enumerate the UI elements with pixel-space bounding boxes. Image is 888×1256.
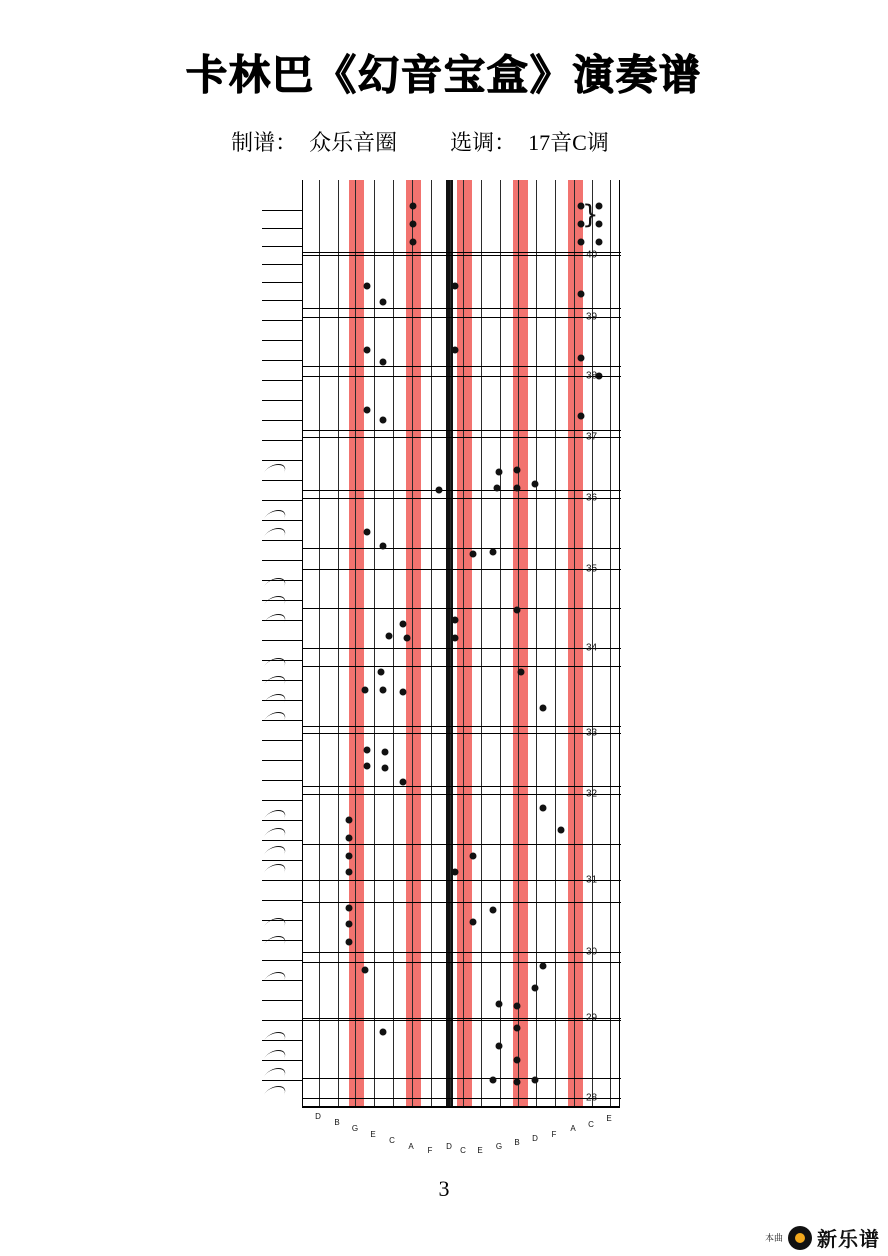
tine-line-A-14: [574, 180, 575, 1108]
note-dot: [382, 749, 389, 756]
note-dot: [470, 853, 477, 860]
tine-line-D-12: [536, 180, 537, 1108]
measure-line-3: [303, 430, 621, 431]
measure-number-28: 28: [586, 1092, 598, 1104]
note-dot: [518, 669, 525, 676]
measure-number-33: 33: [586, 727, 598, 739]
measure-number-34: 34: [586, 642, 598, 654]
measure-line-14: [303, 1078, 621, 1079]
measure-line-6: [303, 608, 621, 609]
rhythm-ledger-line-43: [262, 1060, 302, 1061]
note-dot: [404, 635, 411, 642]
note-dot: [346, 869, 353, 876]
note-dot: [490, 1077, 497, 1084]
tine-line-G-2: [355, 180, 356, 1108]
rhythm-ledger-line-10: [262, 400, 302, 401]
rhythm-ledger-line-35: [262, 900, 302, 901]
rhythm-ledger-line-41: [262, 1020, 302, 1021]
note-dot: [578, 239, 585, 246]
measure-number-tick-35: [303, 569, 621, 570]
note-dot: [540, 963, 547, 970]
note-dot: [346, 817, 353, 824]
tine-line-F-13: [555, 180, 556, 1108]
note-dot: [346, 921, 353, 928]
rhythm-ledger-line-31: [262, 820, 302, 821]
note-dot: [362, 687, 369, 694]
tine-highlight-band-4: [513, 180, 528, 1108]
slur-mark-4: [263, 596, 288, 606]
rhythm-ledger-line-33: [262, 860, 302, 861]
key-value: 17音C调: [528, 130, 609, 155]
note-dot: [540, 705, 547, 712]
tine-line-B-1: [338, 180, 339, 1108]
tine-label-6: F: [427, 1146, 433, 1155]
slur-mark-20: [263, 1086, 288, 1096]
repeat-bracket: }: [582, 200, 599, 230]
tine-label-0: D: [315, 1112, 321, 1121]
measure-number-tick-33: [303, 733, 621, 734]
measure-line-2: [303, 366, 621, 367]
page-title: 卡林巴《幻音宝盒》演奏谱: [186, 51, 702, 99]
rhythm-ledger-line-7: [262, 340, 302, 341]
measure-line-5: [303, 548, 621, 549]
rhythm-ledger-line-18: [262, 560, 302, 561]
tine-line-D-7: [450, 180, 451, 1108]
note-dot: [452, 617, 459, 624]
rhythm-ledger-line-32: [262, 840, 302, 841]
note-dot: [490, 907, 497, 914]
measure-number-tick-34: [303, 648, 621, 649]
note-dot: [490, 549, 497, 556]
note-dot: [514, 1057, 521, 1064]
arranger-label: 制谱：: [231, 130, 298, 155]
note-dot: [380, 417, 387, 424]
tine-highlight-band-1: [406, 180, 421, 1108]
tine-line-G-10: [500, 180, 501, 1108]
tine-line-C-8: [463, 180, 464, 1108]
page-number: 3: [438, 1176, 450, 1201]
slur-mark-19: [263, 1068, 288, 1078]
note-dot: [400, 779, 407, 786]
note-dot: [452, 869, 459, 876]
note-dot: [578, 291, 585, 298]
tine-line-D-0: [319, 180, 320, 1108]
title-block: [0, 42, 888, 101]
note-dot: [514, 1003, 521, 1010]
note-dot: [410, 221, 417, 228]
tine-line-E-9: [481, 180, 482, 1108]
note-dot: [514, 485, 521, 492]
rhythm-ledger-line-38: [262, 960, 302, 961]
key-label: 选调：: [450, 130, 517, 155]
note-dot: [380, 1029, 387, 1036]
tine-highlight-band-3: [457, 180, 472, 1108]
note-dot: [410, 239, 417, 246]
tine-label-14: A: [570, 1124, 576, 1133]
staff-grid: [302, 180, 620, 1108]
slur-mark-1: [263, 510, 288, 520]
tine-label-12: D: [532, 1134, 538, 1143]
tine-highlight-band-5: [568, 180, 583, 1108]
kalimba-tab-sheet: [262, 180, 624, 1155]
tine-line-E-16: [610, 180, 611, 1108]
tine-label-8: C: [460, 1146, 466, 1155]
arranger-value: 众乐音圈: [309, 130, 398, 155]
measure-number-39: 39: [586, 311, 598, 323]
note-dot: [494, 485, 501, 492]
rhythm-ledger-line-34: [262, 880, 302, 881]
note-dot: [558, 827, 565, 834]
slur-mark-18: [263, 1050, 288, 1060]
note-dot: [364, 529, 371, 536]
note-dot: [364, 747, 371, 754]
rhythm-ledger-line-5: [262, 300, 302, 301]
tine-label-4: C: [389, 1136, 395, 1145]
note-dot: [514, 607, 521, 614]
note-dot: [532, 985, 539, 992]
measure-line-11: [303, 902, 621, 903]
measure-number-tick-40: [303, 255, 621, 256]
measure-number-tick-36: [303, 498, 621, 499]
slur-mark-13: [263, 864, 288, 874]
note-dot: [470, 919, 477, 926]
tine-label-13: F: [551, 1130, 557, 1139]
rhythm-ledger-line-3: [262, 264, 302, 265]
note-dot: [532, 1077, 539, 1084]
note-dot: [578, 355, 585, 362]
note-dot: [364, 283, 371, 290]
footer-watermark: [765, 1223, 880, 1252]
rhythm-ledger-line-13: [262, 460, 302, 461]
rhythm-ledger-line-17: [262, 540, 302, 541]
tine-label-5: A: [408, 1142, 414, 1151]
note-dot: [452, 635, 459, 642]
note-dot: [378, 669, 385, 676]
measure-number-tick-38: [303, 376, 621, 377]
measure-line-9: [303, 786, 621, 787]
measure-number-tick-30: [303, 952, 621, 953]
measure-number-38: 38: [586, 370, 598, 382]
footer-brand: 新乐谱: [817, 1227, 880, 1251]
tine-line-B-11: [518, 180, 519, 1108]
rhythm-ledger-line-14: [262, 480, 302, 481]
note-dot: [362, 967, 369, 974]
rhythm-ledger-line-44: [262, 1080, 302, 1081]
measure-line-13: [303, 1020, 621, 1021]
tine-label-7: D: [446, 1142, 452, 1151]
note-dot: [346, 905, 353, 912]
note-dot: [400, 689, 407, 696]
measure-number-32: 32: [586, 788, 598, 800]
measure-number-tick-39: [303, 317, 621, 318]
measure-line-4: [303, 490, 621, 491]
measure-number-tick-31: [303, 880, 621, 881]
tine-label-10: G: [495, 1142, 503, 1151]
rhythm-ledger-line-11: [262, 420, 302, 421]
rhythm-ledger-line-40: [262, 1000, 302, 1001]
note-dot: [410, 203, 417, 210]
note-dot: [386, 633, 393, 640]
note-dot: [380, 687, 387, 694]
measure-number-37: 37: [586, 431, 598, 443]
rhythm-ledger-line-27: [262, 740, 302, 741]
note-dot: [364, 347, 371, 354]
note-dot: [470, 551, 477, 558]
note-dot: [496, 469, 503, 476]
slur-mark-2: [263, 528, 288, 538]
footer-small-text: 本曲: [764, 1234, 783, 1244]
tine-line-C-4: [393, 180, 394, 1108]
rhythm-ledger-line-8: [262, 360, 302, 361]
tine-label-9: E: [477, 1146, 483, 1155]
rhythm-ledger-line-1: [262, 228, 302, 229]
measure-line-8: [303, 726, 621, 727]
rhythm-ledger-line-22: [262, 640, 302, 641]
note-dot: [496, 1001, 503, 1008]
rhythm-ledger-line-12: [262, 440, 302, 441]
measure-line-1: [303, 308, 621, 309]
slur-mark-8: [263, 694, 288, 704]
measure-line-0: [303, 252, 621, 253]
tine-label-16: E: [606, 1114, 612, 1123]
note-dot: [514, 467, 521, 474]
slur-mark-7: [263, 676, 288, 686]
note-dot: [380, 359, 387, 366]
note-dot: [400, 621, 407, 628]
measure-number-31: 31: [586, 874, 598, 886]
note-dot: [578, 413, 585, 420]
note-dot: [532, 481, 539, 488]
measure-number-30: 30: [586, 946, 598, 958]
measure-line-7: [303, 666, 621, 667]
rhythm-ledger-line-28: [262, 760, 302, 761]
note-dot: [346, 853, 353, 860]
note-dot: [364, 763, 371, 770]
credits-line: [0, 126, 888, 157]
note-dot: [346, 939, 353, 946]
slur-mark-15: [263, 936, 288, 946]
measure-number-tick-29: [303, 1018, 621, 1019]
slur-mark-12: [263, 846, 288, 856]
tine-label-11: B: [514, 1138, 520, 1147]
note-dot: [380, 543, 387, 550]
note-dot: [514, 1025, 521, 1032]
tine-line-F-6: [431, 180, 432, 1108]
vinyl-record-icon: [788, 1226, 812, 1250]
measure-number-tick-32: [303, 794, 621, 795]
slur-mark-0: [263, 464, 288, 474]
tine-label-3: E: [370, 1130, 376, 1139]
tine-line-E-3: [374, 180, 375, 1108]
note-dot: [452, 347, 459, 354]
note-dot: [364, 407, 371, 414]
rhythm-ledger-line-29: [262, 780, 302, 781]
note-dot: [540, 805, 547, 812]
slur-mark-11: [263, 828, 288, 838]
tine-line-A-5: [412, 180, 413, 1108]
note-dot: [346, 835, 353, 842]
note-dot: [436, 487, 443, 494]
tine-label-1: B: [334, 1118, 340, 1127]
measure-line-12: [303, 962, 621, 963]
note-dot: [514, 1079, 521, 1086]
rhythm-ledger-line-4: [262, 282, 302, 283]
tine-label-2: G: [351, 1124, 359, 1133]
note-dot: [452, 283, 459, 290]
measure-number-35: 35: [586, 563, 598, 575]
note-dot: [596, 239, 603, 246]
rhythm-ledger-line-16: [262, 520, 302, 521]
slur-mark-5: [263, 614, 288, 624]
rhythm-ledger-line-9: [262, 380, 302, 381]
measure-number-36: 36: [586, 492, 598, 504]
measure-line-10: [303, 844, 621, 845]
measure-number-tick-28: [303, 1098, 621, 1099]
rhythm-ledger-line-2: [262, 246, 302, 247]
rhythm-ledger-line-30: [262, 800, 302, 801]
note-dot: [496, 1043, 503, 1050]
note-dot: [380, 299, 387, 306]
tine-label-15: C: [588, 1120, 594, 1129]
measure-number-tick-37: [303, 437, 621, 438]
rhythm-ledger-line-15: [262, 500, 302, 501]
slur-mark-10: [263, 810, 288, 820]
measure-number-40: 40: [586, 249, 598, 261]
rhythm-ledger-line-0: [262, 210, 302, 211]
staff-bottom-border: [302, 1106, 620, 1108]
rhythm-ledger-line-6: [262, 320, 302, 321]
measure-number-29: 29: [586, 1012, 598, 1024]
note-dot: [382, 765, 389, 772]
